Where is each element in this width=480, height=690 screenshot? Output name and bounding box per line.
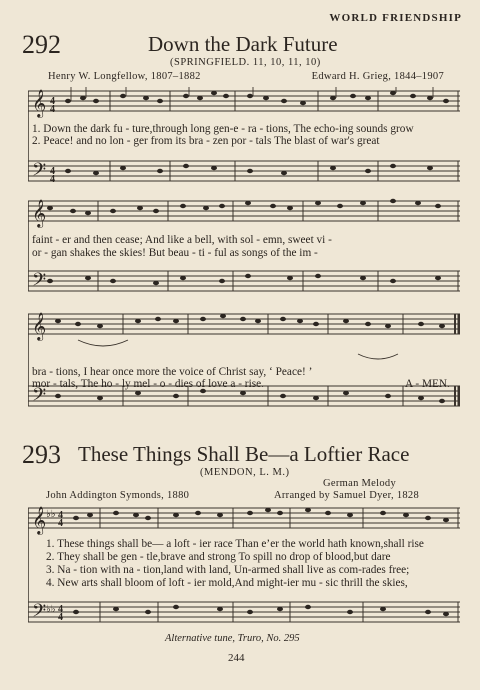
svg-text:𝄞: 𝄞 [32, 314, 47, 340]
alternative-tune-note: Alternative tune, Truro, No. 295 [165, 633, 300, 644]
amen-label: A - MEN. [405, 378, 450, 390]
svg-text:𝄞: 𝄞 [32, 508, 47, 534]
svg-text:4: 4 [58, 510, 63, 521]
lyrics-line-1-verse-2: 2. Peace! and no lon - ger from its bra - zen por - tals The blast of war's great [32, 135, 380, 147]
svg-text:4: 4 [50, 104, 55, 115]
verse-4: 4. New arts shall bloom of loft - ier mold,And might-ier mu - sic thrill the skies, [46, 577, 408, 589]
lyrics-line-3-verse-1: bra - tions, I hear once more the voice of Christ say, ‘ Peace! ’ [32, 366, 313, 378]
svg-text:𝄞: 𝄞 [32, 91, 47, 117]
author-credit-292: Henry W. Longfellow, 1807–1882 [48, 71, 201, 82]
hymn-number-292: 292 [22, 30, 61, 59]
author-credit-293: John Addington Symonds, 1880 [46, 490, 190, 501]
verse-3: 3. Na - tion with na - tion,land with land, Un-armed shall live as com-rades free; [46, 564, 410, 576]
section-heading: WORLD FRIENDSHIP [329, 12, 462, 24]
svg-text:𝄢: 𝄢 [32, 159, 47, 184]
verse-1: 1. These things shall be— a loft - ier race Than e’er the world hath known,shall rise [46, 538, 424, 550]
svg-text:𝄢: 𝄢 [32, 384, 47, 409]
composer-credit-292: Edward H. Grieg, 1844–1907 [311, 71, 444, 82]
page-number: 244 [228, 652, 245, 664]
hymn-number-293: 293 [22, 440, 61, 469]
composer-credit-293-line-2: Arranged by Samuel Dyer, 1828 [274, 490, 420, 501]
lyrics-line-1-verse-1: 1. Down the dark fu - ture,through long gen-e - ra - tions, The echo-ing sounds grow [32, 123, 414, 135]
svg-text:♭♭: ♭♭ [46, 509, 56, 520]
svg-text:𝄢: 𝄢 [32, 269, 47, 294]
svg-text:𝄞: 𝄞 [32, 201, 47, 227]
composer-credit-293-line-1: German Melody [323, 478, 397, 489]
verse-2: 2. They shall be gen - tle,brave and strong To spill no drop of blood,but dare [46, 551, 391, 563]
svg-text:4: 4 [50, 166, 55, 177]
svg-text:4: 4 [50, 96, 55, 107]
svg-text:4: 4 [58, 604, 63, 615]
tune-name-293: (MENDON, L. M.) [200, 467, 290, 478]
lyrics-line-2-verse-2: or - gan shakes the skies! But beau - ti - ful as songs of the im - [32, 247, 318, 259]
tune-name-292: (SPRINGFIELD. 11, 10, 11, 10) [170, 57, 321, 68]
svg-text:4: 4 [50, 174, 55, 185]
hymn-title-293: These Things Shall Be—a Loftier Race [78, 442, 410, 466]
svg-text:𝄢: 𝄢 [32, 600, 47, 625]
hymn-title-292: Down the Dark Future [148, 32, 338, 56]
svg-text:4: 4 [58, 612, 63, 623]
music-system-3 [28, 310, 460, 412]
svg-text:♭♭: ♭♭ [46, 604, 56, 615]
lyrics-line-3-verse-2: mor - tals, The ho - ly mel - o - dies of love a - rise. [32, 378, 264, 390]
lyrics-line-2-verse-1: faint - er and then cease; And like a bell, with sol - emn, sweet vi - [32, 234, 332, 246]
svg-text:4: 4 [58, 518, 63, 529]
